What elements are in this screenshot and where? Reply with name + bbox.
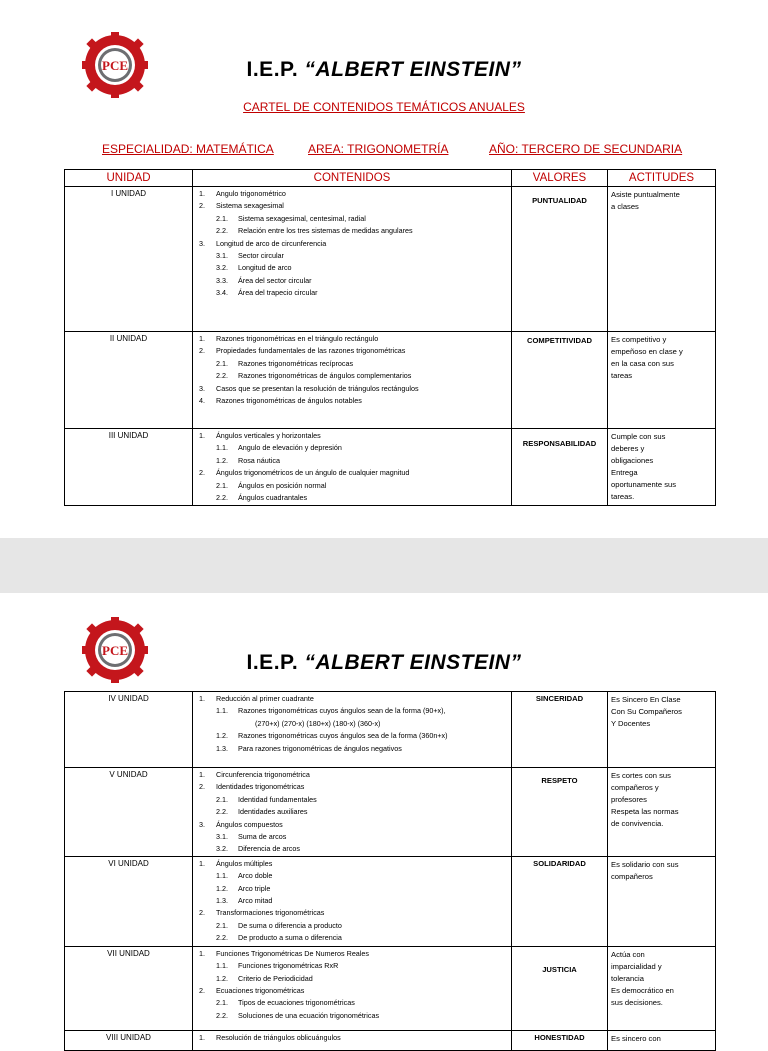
value-cell: HONESTIDAD: [512, 1030, 608, 1050]
content-text: Razones trigonométricas de ángulos complementarios: [238, 371, 412, 381]
content-number: 2.: [199, 782, 205, 792]
content-item: [199, 819, 509, 831]
content-item: [199, 395, 509, 407]
content-text: Soluciones de una ecuación trigonométricas: [238, 1010, 380, 1020]
unit-contents: [193, 429, 512, 506]
unit-name: II UNIDAD: [65, 332, 193, 429]
content-text: Funciones Trigonométricas De Numeros Reales: [216, 948, 369, 958]
content-text: Ángulos compuestos: [216, 819, 283, 829]
content-item: [199, 442, 509, 454]
attitude-cell: [608, 856, 716, 946]
attitude-line: Es Sincero En Clase: [611, 695, 681, 704]
table-row: [65, 1030, 716, 1050]
header-valores: VALORES: [512, 170, 608, 187]
content-item: [199, 920, 509, 932]
content-item: [199, 370, 509, 382]
attitude-line: tareas.: [611, 492, 635, 501]
content-item: [199, 358, 509, 370]
content-number: 1.: [199, 770, 205, 779]
content-text: Rosa náutica: [238, 455, 280, 465]
attitude-line: Actúa con: [611, 949, 645, 959]
content-number: 2.2.: [216, 371, 228, 381]
content-item: [199, 743, 509, 755]
content-number: 2.1.: [216, 213, 228, 223]
content-item: [199, 262, 509, 274]
unit-name: VII UNIDAD: [65, 946, 193, 1030]
content-item: [199, 948, 509, 960]
content-text: Área del sector circular: [238, 275, 312, 285]
attitude-line: Con Su Compañeros: [611, 707, 682, 716]
unit-contents: [193, 332, 512, 429]
content-text: Suma de arcos: [238, 832, 287, 842]
attitude-line: Y Docentes: [611, 719, 651, 728]
unit-name: IV UNIDAD: [65, 692, 193, 768]
content-item: [199, 287, 509, 299]
attitude-line: empeñoso en clase y: [611, 347, 683, 356]
attitude-cell: [608, 187, 716, 332]
content-number: 1.: [199, 858, 205, 868]
unit-contents: [193, 692, 512, 768]
attitude-line: de convivencia.: [611, 819, 664, 828]
content-item: [199, 843, 509, 855]
content-number: 1.2.: [216, 455, 228, 465]
svg-text:PCE: PCE: [102, 58, 128, 73]
attitude-line: profesores: [611, 795, 647, 804]
content-text: Criterio de Periodicidad: [238, 973, 313, 983]
attitude-cell: [608, 429, 716, 506]
content-text: De suma o diferencia a producto: [238, 920, 342, 930]
table-row: [65, 692, 716, 768]
table-header-row: [65, 170, 716, 187]
content-number: 2.1.: [216, 480, 228, 490]
content-text: Razones trigonométricas de ángulos notables: [216, 396, 362, 406]
content-item: [199, 831, 509, 843]
content-item: [199, 769, 509, 781]
content-text: Arco doble: [238, 871, 273, 881]
content-text: Casos que se presentan la resolución de triángulos rectángulos: [216, 383, 419, 393]
value-cell: RESPETO: [512, 768, 608, 857]
content-text: (270+x) (270-x) (180+x) (180-x) (360-x): [255, 718, 381, 728]
content-number: 2.1.: [216, 794, 228, 804]
content-text: Angulo trigonométrico: [216, 189, 286, 198]
content-text: De producto a suma o diferencia: [238, 933, 342, 943]
content-number: 1.1.: [216, 871, 228, 881]
content-text: Transformaciones trigonométricas: [216, 908, 325, 918]
content-text: Propiedades fundamentales de las razones trigonométricas: [216, 346, 406, 356]
attitude-line: Es democrático en: [611, 985, 674, 995]
unit-name: III UNIDAD: [65, 429, 193, 506]
content-number: 1.: [199, 431, 205, 440]
attitude-line: Es cortes con sus: [611, 771, 671, 780]
content-number: 1.1.: [216, 706, 228, 716]
attitude-line: Asiste puntualmente: [611, 190, 680, 199]
content-item: [199, 973, 509, 985]
content-number: 1.1.: [216, 443, 228, 453]
content-text: Arco mitad: [238, 896, 273, 906]
content-item: [199, 225, 509, 237]
unit-name: VIII UNIDAD: [65, 1030, 193, 1050]
content-number: 1.3.: [216, 896, 228, 906]
content-item: [199, 200, 509, 212]
attitude-line: en la casa con sus: [611, 359, 674, 368]
unit-contents: [193, 187, 512, 332]
attitude-line: [611, 237, 713, 249]
value-cell: JUSTICIA: [512, 946, 608, 1030]
content-item: [199, 806, 509, 818]
content-number: 3.: [199, 819, 205, 829]
content-item: [199, 1032, 509, 1044]
attitude-line: tolerancia: [611, 973, 644, 983]
attitude-line: Es sincero con: [611, 1033, 661, 1043]
content-text: Identidades auxiliares: [238, 807, 308, 817]
content-text: Circunferencia trigonométrica: [216, 770, 310, 779]
content-item: [199, 895, 509, 907]
content-number: 1.2.: [216, 883, 228, 893]
content-number: 2.2.: [216, 1010, 228, 1020]
content-item: [199, 730, 509, 742]
content-number: 3.3.: [216, 275, 228, 285]
table-row: [65, 429, 716, 506]
grade-label: AÑO: TERCERO DE SECUNDARIA: [489, 142, 683, 156]
content-text: Identidad fundamentales: [238, 794, 317, 804]
attitude-line: [611, 213, 713, 225]
attitude-cell: [608, 1030, 716, 1050]
content-number: 1.3.: [216, 743, 228, 753]
content-item: [199, 718, 509, 730]
content-number: 3.4.: [216, 288, 228, 298]
content-item: [199, 960, 509, 972]
attitude-line: compañeros y: [611, 783, 659, 792]
content-number: 2.1.: [216, 920, 228, 930]
attitude-line: tareas: [611, 371, 633, 380]
table-row: [65, 187, 716, 332]
content-item: [199, 430, 509, 442]
unit-name: I UNIDAD: [65, 187, 193, 332]
content-item: [199, 275, 509, 287]
content-item: [199, 985, 509, 997]
content-item: [199, 693, 509, 705]
content-number: 2.1.: [216, 358, 228, 368]
svg-text:PCE: PCE: [102, 643, 128, 658]
content-text: Razones trigonométricas cuyos ángulos sea de la forma (360n+x): [238, 731, 448, 741]
content-text: Ecuaciones trigonométricas: [216, 986, 305, 996]
content-item: [199, 455, 509, 467]
content-text: Arco triple: [238, 883, 271, 893]
attitude-line: a clases: [611, 202, 639, 211]
page-separator: [0, 538, 768, 593]
value-cell: PUNTUALIDAD: [512, 187, 608, 332]
content-text: Angulo de elevación y depresión: [238, 443, 342, 453]
content-text: Relación entre los tres sistemas de medidas angulares: [238, 226, 413, 236]
value-cell: SOLIDARIDAD: [512, 856, 608, 946]
content-item: [199, 781, 509, 793]
content-number: 3.: [199, 383, 205, 393]
unit-name: V UNIDAD: [65, 768, 193, 857]
unit-contents: [193, 856, 512, 946]
content-item: [199, 492, 509, 504]
content-number: 1.: [199, 948, 205, 958]
content-text: Para razones trigonométricas de ángulos negativos: [238, 743, 402, 753]
especialidad-label: ESPECIALIDAD: MATEMÁTICA: [102, 142, 274, 156]
attitude-line: Entrega: [611, 468, 638, 477]
content-number: 1.: [199, 694, 205, 703]
content-text: Tipos de ecuaciones trigonométricas: [238, 998, 355, 1008]
content-item: [199, 858, 509, 870]
attitude-cell: [608, 768, 716, 857]
content-item: [199, 188, 509, 200]
content-number: 3.1.: [216, 832, 228, 842]
table-row: [65, 768, 716, 857]
content-item: [199, 932, 509, 944]
content-number: 2.1.: [216, 998, 228, 1008]
header-unidad: UNIDAD: [65, 170, 193, 187]
content-text: Ángulos en posición normal: [238, 480, 327, 490]
header-actitudes: ACTITUDES: [608, 170, 716, 187]
content-number: 1.: [199, 334, 205, 343]
content-text: Diferencia de arcos: [238, 844, 300, 854]
content-item: [199, 480, 509, 492]
content-text: Longitud de arco de circunferencia: [216, 238, 327, 248]
attitude-line: Es solidario con sus: [611, 859, 679, 869]
attitude-cell: [608, 946, 716, 1030]
attitude-line: obligaciones: [611, 456, 654, 465]
content-text: Identidades trigonométricas: [216, 782, 305, 792]
content-item: [199, 705, 509, 717]
content-item: [199, 883, 509, 895]
content-item: [199, 238, 509, 250]
content-item: [199, 907, 509, 919]
content-item: [199, 794, 509, 806]
content-number: 2.: [199, 908, 205, 918]
content-number: 1.2.: [216, 973, 228, 983]
content-number: 2.: [199, 986, 205, 996]
content-number: 3.2.: [216, 263, 228, 273]
attitude-line: Respeta las normas: [611, 807, 679, 816]
content-text: Razones trigonométricas en el triángulo rectángulo: [216, 334, 379, 343]
table-row: [65, 332, 716, 429]
attitude-line: [611, 225, 713, 237]
content-number: 2.2.: [216, 493, 228, 503]
header-contenidos: CONTENIDOS: [193, 170, 512, 187]
attitude-line: compañeros: [611, 871, 653, 881]
table-row: [65, 946, 716, 1030]
content-text: Longitud de arco: [238, 263, 292, 273]
content-number: 2.2.: [216, 226, 228, 236]
content-number: 1.: [199, 1032, 205, 1042]
content-item: [199, 383, 509, 395]
attitude-line: oportunamente sus: [611, 480, 677, 489]
content-number: 1.2.: [216, 731, 228, 741]
content-item: [199, 870, 509, 882]
content-number: 2.: [199, 346, 205, 356]
attitude-cell: [608, 332, 716, 429]
content-text: Área del trapecio circular: [238, 288, 318, 298]
content-number: 2.2.: [216, 933, 228, 943]
content-number: 3.: [199, 238, 205, 248]
content-number: 1.: [199, 189, 205, 198]
page-title: I.E.P. “ALBERT EINSTEIN”: [246, 651, 522, 674]
content-text: Sistema sexagesimal, centesimal, radial: [238, 213, 366, 223]
content-table-page-1: [64, 169, 716, 506]
table-row: [65, 856, 716, 946]
value-cell: COMPETITIVIDAD: [512, 332, 608, 429]
content-number: 2.: [199, 201, 205, 211]
content-item: [199, 345, 509, 357]
content-text: Ángulos múltiples: [216, 858, 273, 868]
content-number: 1.1.: [216, 961, 228, 971]
attitude-cell: [608, 692, 716, 768]
content-item: [199, 997, 509, 1009]
area-label: AREA: TRIGONOMETRÍA: [308, 142, 449, 156]
content-number: 3.2.: [216, 844, 228, 854]
attitude-line: Cumple con sus: [611, 432, 666, 441]
content-text: Resolución de triángulos oblicuángulos: [216, 1032, 341, 1042]
content-table-page-2: [64, 691, 716, 1051]
document-subtitle: CARTEL DE CONTENIDOS TEMÁTICOS ANUALES: [243, 100, 525, 114]
unit-contents: [193, 768, 512, 857]
content-item: [199, 213, 509, 225]
content-text: Ángulos trigonométricos de un ángulo de cualquier magnitud: [216, 468, 410, 478]
content-text: Sistema sexagesimal: [216, 201, 284, 211]
content-number: 2.2.: [216, 807, 228, 817]
page-title: I.E.P. “ALBERT EINSTEIN”: [246, 58, 522, 81]
content-item: [199, 250, 509, 262]
content-text: Razones trigonométricas cuyos ángulos sean de la forma (90+x),: [238, 706, 446, 716]
content-number: 3.1.: [216, 251, 228, 261]
value-cell: SINCERIDAD: [512, 692, 608, 768]
content-text: Sector circular: [238, 251, 284, 261]
content-text: Ángulos verticales y horizontales: [216, 431, 321, 440]
content-number: 2.: [199, 468, 205, 478]
attitude-line: imparcialidad y: [611, 961, 662, 971]
content-text: Razones trigonométricas recíprocas: [238, 358, 354, 368]
content-item: [199, 1010, 509, 1022]
unit-name: VI UNIDAD: [65, 856, 193, 946]
content-text: Reducción al primer cuadrante: [216, 694, 314, 703]
attitude-line: Es competitivo y: [611, 335, 667, 344]
content-text: Ángulos cuadrantales: [238, 493, 308, 503]
content-number: 4.: [199, 396, 205, 406]
value-cell: RESPONSABILIDAD: [512, 429, 608, 506]
content-item: [199, 467, 509, 479]
unit-contents: [193, 1030, 512, 1050]
content-text: Funciones trigonométricas RxR: [238, 961, 339, 971]
content-item: [199, 333, 509, 345]
attitude-line: sus decisiones.: [611, 997, 663, 1007]
unit-contents: [193, 946, 512, 1030]
attitude-line: deberes y: [611, 444, 645, 453]
